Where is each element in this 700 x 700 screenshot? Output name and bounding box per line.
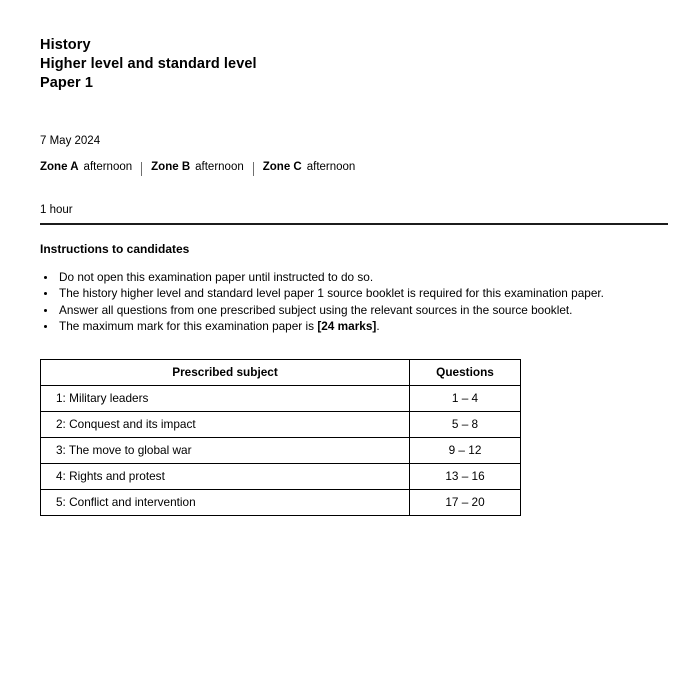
column-header-questions: Questions bbox=[410, 359, 521, 385]
bullet-icon bbox=[44, 309, 47, 312]
instructions-list bbox=[40, 270, 668, 335]
list-item bbox=[40, 286, 651, 301]
page-title bbox=[40, 36, 668, 93]
zone-b-session: afternoon bbox=[195, 161, 244, 173]
cell-subject: 1: Military leaders bbox=[41, 385, 410, 411]
zone-c-session: afternoon bbox=[306, 161, 356, 173]
cell-subject: 2: Conquest and its impact bbox=[41, 411, 410, 437]
instruction-text: The maximum mark for this examination paper is bbox=[59, 319, 318, 334]
zone-c-label: Zone C bbox=[262, 161, 302, 173]
table-row bbox=[41, 411, 521, 437]
bullet-icon bbox=[44, 292, 47, 295]
zone-b bbox=[151, 160, 244, 175]
table-row bbox=[41, 463, 521, 489]
cell-subject: 3: The move to global war bbox=[41, 437, 410, 463]
bullet-icon bbox=[44, 325, 47, 328]
cell-questions: 13 – 16 bbox=[410, 463, 521, 489]
zone-line bbox=[40, 160, 668, 175]
zone-separator bbox=[253, 162, 254, 176]
cell-questions: 1 – 4 bbox=[410, 385, 521, 411]
zone-a bbox=[40, 160, 132, 175]
cell-questions: 17 – 20 bbox=[410, 489, 521, 515]
instruction-text: Answer all questions from one prescribed subject using the relevant sources in the source booklet. bbox=[59, 302, 573, 317]
prescribed-subjects-table bbox=[40, 359, 521, 516]
zone-c bbox=[263, 160, 356, 175]
exam-duration: 1 hour bbox=[40, 204, 73, 216]
title-paper: Paper 1 bbox=[40, 75, 94, 91]
instruction-text-end: . bbox=[376, 319, 380, 334]
instruction-marks: [24 marks] bbox=[317, 319, 377, 334]
cell-subject: 5: Conflict and intervention bbox=[41, 489, 410, 515]
list-item bbox=[40, 270, 651, 285]
table-row bbox=[41, 437, 521, 463]
horizontal-rule bbox=[40, 223, 668, 225]
zone-separator bbox=[141, 162, 142, 176]
table-row bbox=[41, 489, 521, 515]
zone-a-session: afternoon bbox=[83, 161, 133, 173]
zone-a-label: Zone A bbox=[40, 161, 79, 173]
bullet-icon bbox=[44, 276, 47, 279]
instructions-heading: Instructions to candidates bbox=[40, 242, 190, 256]
column-header-subject: Prescribed subject bbox=[41, 359, 410, 385]
table-row bbox=[41, 385, 521, 411]
table-header-row bbox=[41, 359, 521, 385]
cell-subject: 4: Rights and protest bbox=[41, 463, 410, 489]
instruction-text: Do not open this examination paper until instructed to do so. bbox=[59, 270, 374, 284]
title-subject: History bbox=[40, 37, 91, 53]
title-level: Higher level and standard level bbox=[40, 56, 257, 72]
cell-questions: 5 – 8 bbox=[410, 411, 521, 437]
instruction-text: The history higher level and standard level paper 1 source booklet is required for this examination paper. bbox=[59, 286, 604, 301]
exam-date: 7 May 2024 bbox=[40, 135, 101, 147]
cell-questions: 9 – 12 bbox=[410, 437, 521, 463]
list-item bbox=[40, 319, 651, 334]
zone-b-label: Zone B bbox=[151, 161, 191, 173]
list-item bbox=[40, 303, 651, 318]
